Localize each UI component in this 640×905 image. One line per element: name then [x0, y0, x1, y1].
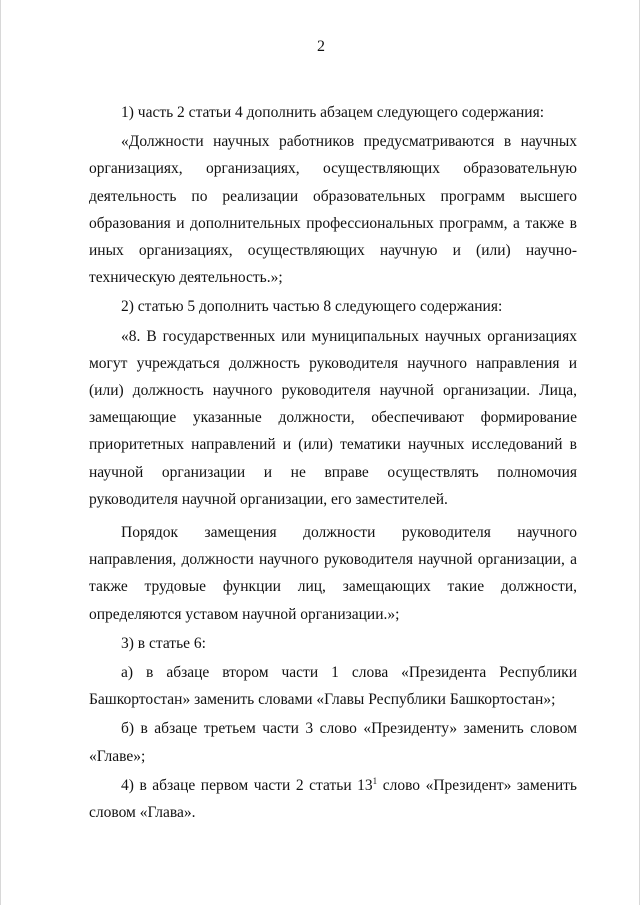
paragraph-4: «8. В государственных или муниципальных научных организациях могут учреждаться должность руководителя научного направления и (или) должность научного руководителя научной организации. Лица, замещающие указанные должности, обеспечивают формирование приоритетных направлений и (или) тематики научных исследований в научной организации и не вправе осуществлять полномочия руководителя научной организации, его заместителей. [89, 327, 577, 508]
paragraph-7: а) в абзаце втором части 1 слова «Президента Республики Башкортостан» заменить словами «Главы Республики Башкортостан»; [89, 664, 577, 709]
paragraph-5: Порядок замещения должности руководителя научного направления, должности научного руководителя научной организации, а также трудовые функции лиц, замещающих такие должности, определяются уставом научной организации.»; [89, 524, 577, 623]
paragraph-3: 2) статью 5 дополнить частью 8 следующего содержания: [121, 298, 503, 316]
paragraph-9-end: слово «Президент» заменить словом «Глава». [89, 776, 577, 822]
document-body [89, 99, 577, 826]
page-number: 2 [317, 38, 325, 55]
superscript: 1 [372, 775, 378, 786]
paragraph-9 [89, 772, 577, 826]
paragraph-1: 1) часть 2 статьи 4 дополнить абзацем следующего содержания: [121, 104, 545, 121]
paragraph-2: «Должности научных работников предусматриваются в научных организациях, организациях, осуществляющих образовательную деятельность по реализации образовательных программ высшего образования и дополнительных профессиональных программ, а также в иных организациях, осуществляющих научную и (или) научно-техническую деятельность.»; [89, 133, 577, 287]
paragraph-6: 3) в статье 6: [121, 634, 206, 652]
paragraph-8: б) в абзаце третьем части 3 слово «Президенту» заменить словом «Главе»; [89, 720, 577, 765]
paragraph-9-start: 4) в абзаце первом части 2 статьи 13 [121, 776, 373, 794]
